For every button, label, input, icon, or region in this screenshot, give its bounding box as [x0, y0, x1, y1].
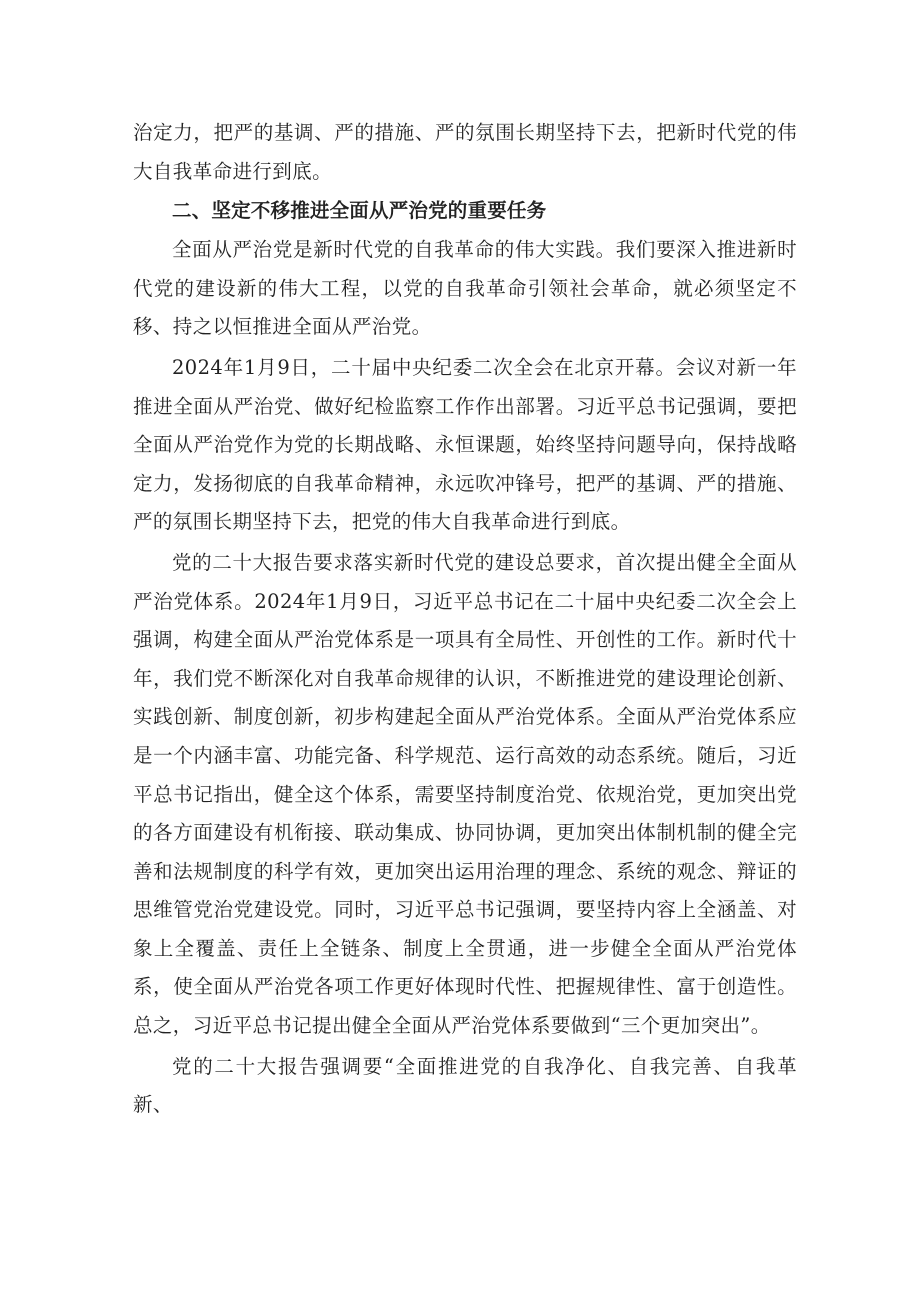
- document-body: [133, 114, 797, 1125]
- paragraph-2: 2024年1月9日，二十届中央纪委二次全会在北京开幕。会议对新一年推进全面从严治党、做好纪检监察工作作出部署。习近平总书记强调，要把全面从严治党作为党的长期战略、永恒课题，始终坚持问题导向，保持战略定力，发扬彻底的自我革命精神，永远吹冲锋号，把严的基调、严的措施、严的氛围长期坚持下去，把党的伟大自我革命进行到底。: [133, 355, 797, 534]
- paragraph-4: 党的二十大报告强调要“全面推进党的自我净化、自我完善、自我革新、: [133, 1054, 797, 1117]
- section-heading: 二、坚定不移推进全面从严治党的重要任务: [172, 199, 547, 223]
- paragraph-1: 全面从严治党是新时代党的自我革命的伟大实践。我们要深入推进新时代党的建设新的伟大工程，以党的自我革命引领社会革命，就必须坚定不移、持之以恒推进全面从严治党。: [133, 238, 797, 339]
- paragraph-continuation: 治定力，把严的基调、严的措施、严的氛围长期坚持下去，把新时代党的伟大自我革命进行到底。: [133, 121, 797, 183]
- paragraph-3: 党的二十大报告要求落实新时代党的建设总要求，首次提出健全全面从严治党体系。2024年1月9日，习近平总书记在二十届中央纪委二次全会上强调，构建全面从严治党体系是一项具有全局性、开创性的工作。新时代十年，我们党不断深化对自我革命规律的认识，不断推进党的建设理论创新、实践创新、制度创新，初步构建起全面从严治党体系。全面从严治党体系应是一个内涵丰富、功能完备、科学规范、运行高效的动态系统。随后，习近平总书记指出，健全这个体系，需要坚持制度治党、依规治党，更加突出党的各方面建设有机衔接、联动集成、协同协调，更加突出体制机制的健全完善和法规制度的科学有效，更加突出运用治理的理念、系统的观念、辩证的思维管党治党建设党。同时，习近平总书记强调，要坚持内容上全涵盖、对象上全覆盖、责任上全链条、制度上全贯通，进一步健全全面从严治党体系，使全面从严治党各项工作更好体现时代性、把握规律性、富于创造性。总之，习近平总书记提出健全全面从严治党体系要做到“三个更加突出”。: [133, 550, 797, 1038]
